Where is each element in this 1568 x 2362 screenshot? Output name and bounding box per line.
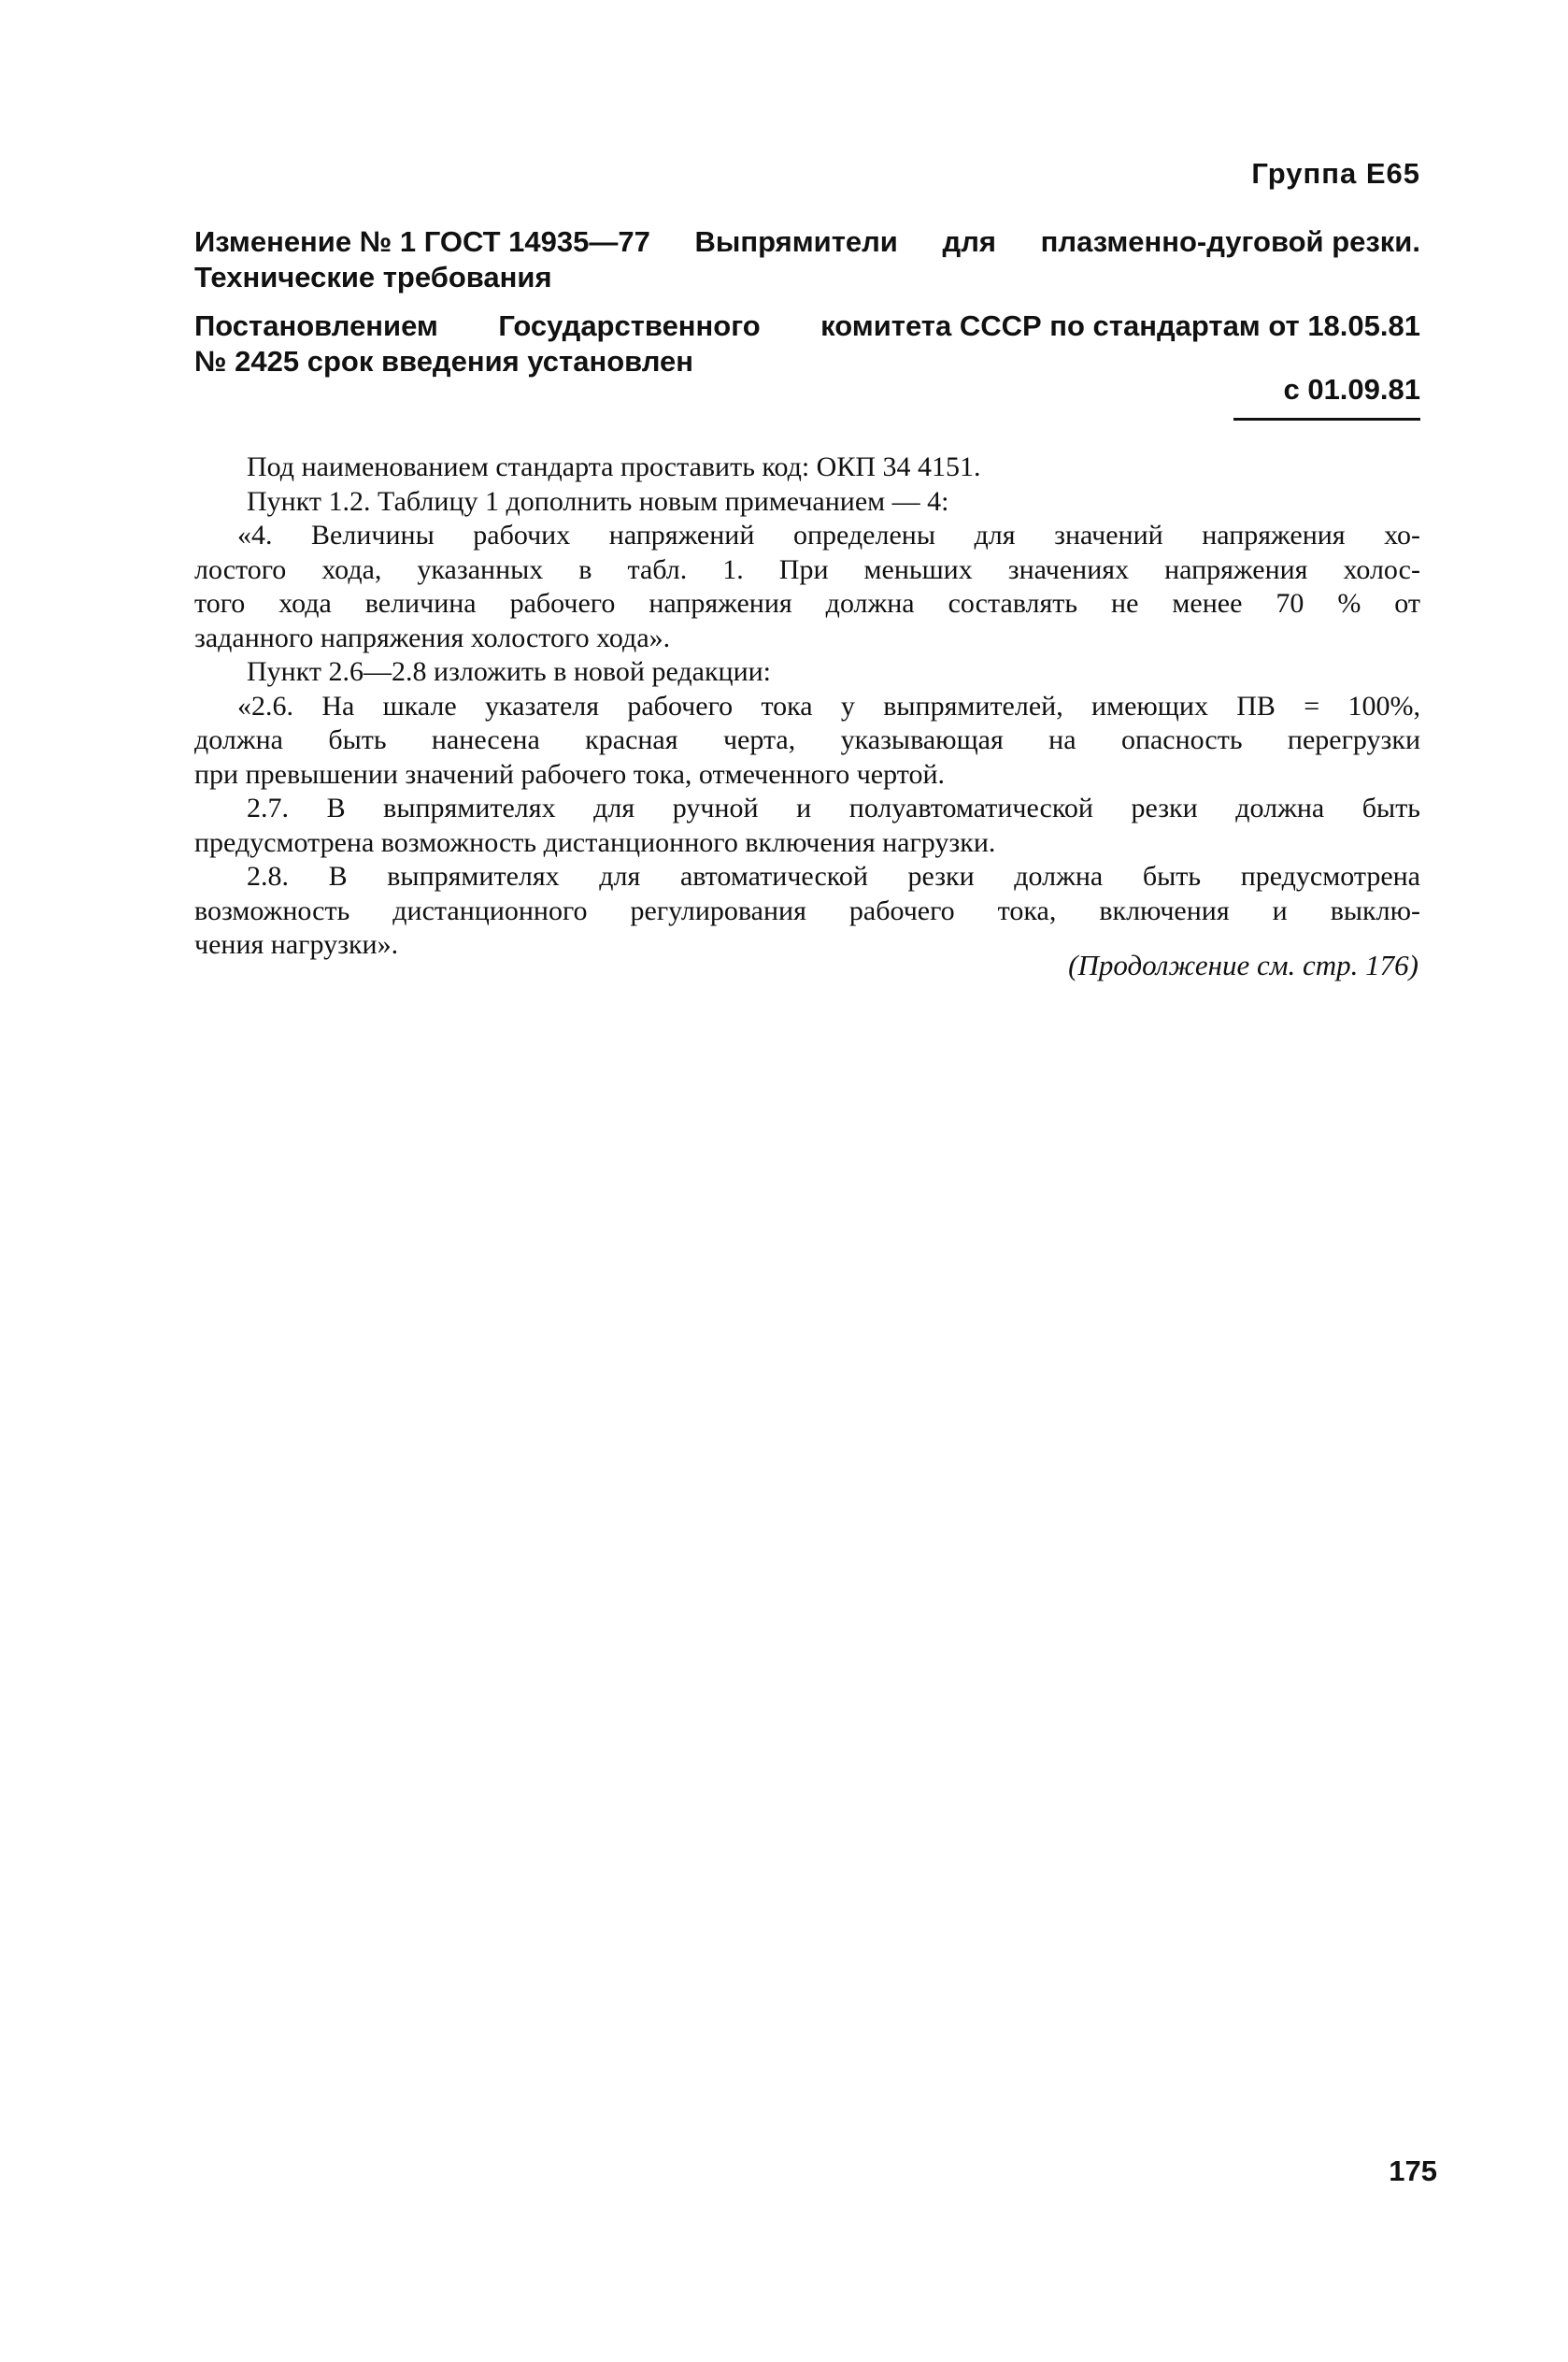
amendment-word-rectifiers: Выпрямители [694, 225, 898, 258]
body-line: Под наименованием стандарта проставить код: ОКП 34 4151. [247, 451, 981, 482]
body-line: должна быть нанесена красная черта, указывающая на опасность перегрузки [194, 724, 1420, 755]
resolution-block [194, 308, 1420, 379]
effective-date: с 01.09.81 [1283, 373, 1420, 406]
amendment-word-plasma-cutting: плазменно-дуговой резки. [1040, 225, 1420, 258]
body-line: лостого хода, указанных в табл. 1. При меньших значениях напряжения холос- [194, 553, 1420, 585]
amendment-number: Изменение № 1 ГОСТ 14935—77 [194, 225, 650, 258]
body-line: чения нагрузки». [194, 929, 399, 960]
body-line: возможность дистанционного регулирования рабочего тока, включения и выклю- [194, 895, 1420, 926]
body-line: предусмотрена возможность дистанционного включения нагрузки. [194, 826, 996, 858]
amendment-word-for: для [942, 225, 996, 258]
body-line: «2.6. На шкале указателя рабочего тока у выпрямителей, имеющих ПВ = 100%, [237, 690, 1420, 722]
amendment-heading [194, 224, 1420, 295]
body-line: того хода величина рабочего напряжения должна составлять не менее 70 % от [194, 588, 1420, 619]
body-line: «4. Величины рабочих напряжений определены для значений напряжения хо- [237, 520, 1420, 551]
resolution-word-1: Постановлением [194, 309, 438, 342]
group-code: Группа Е65 [1251, 157, 1420, 190]
amendment-heading-line-2 [194, 260, 1420, 295]
body-line: Пункт 2.6—2.8 изложить в новой редакции: [247, 656, 772, 687]
resolution-line-1 [194, 308, 1420, 344]
resolution-number: № 2425 срок введения установлен [194, 345, 694, 378]
body-line: 2.7. В выпрямителях для ручной и полуавтоматической резки должна быть [247, 793, 1420, 823]
body-line: заданного напряжения холостого хода». [194, 622, 671, 653]
resolution-word-2: Государственного [498, 309, 761, 342]
continuation-note: (Продолжение см. стр. 176) [1068, 949, 1418, 981]
amendment-subtitle: Технические требования [194, 261, 552, 293]
amendment-heading-line-1 [194, 224, 1420, 260]
date-underline [1233, 418, 1420, 421]
body-line: при превышении значений рабочего тока, отмеченного чертой. [194, 758, 945, 790]
page-number: 175 [1389, 2154, 1437, 2187]
resolution-word-3: комитета СССР по стандартам от 18.05.81 [820, 309, 1420, 342]
body-text [194, 451, 1420, 963]
body-line: 2.8. В выпрямителях для автоматической резки должна быть предусмотрена [247, 861, 1420, 892]
body-line: Пункт 1.2. Таблицу 1 дополнить новым примечанием — 4: [247, 485, 949, 517]
